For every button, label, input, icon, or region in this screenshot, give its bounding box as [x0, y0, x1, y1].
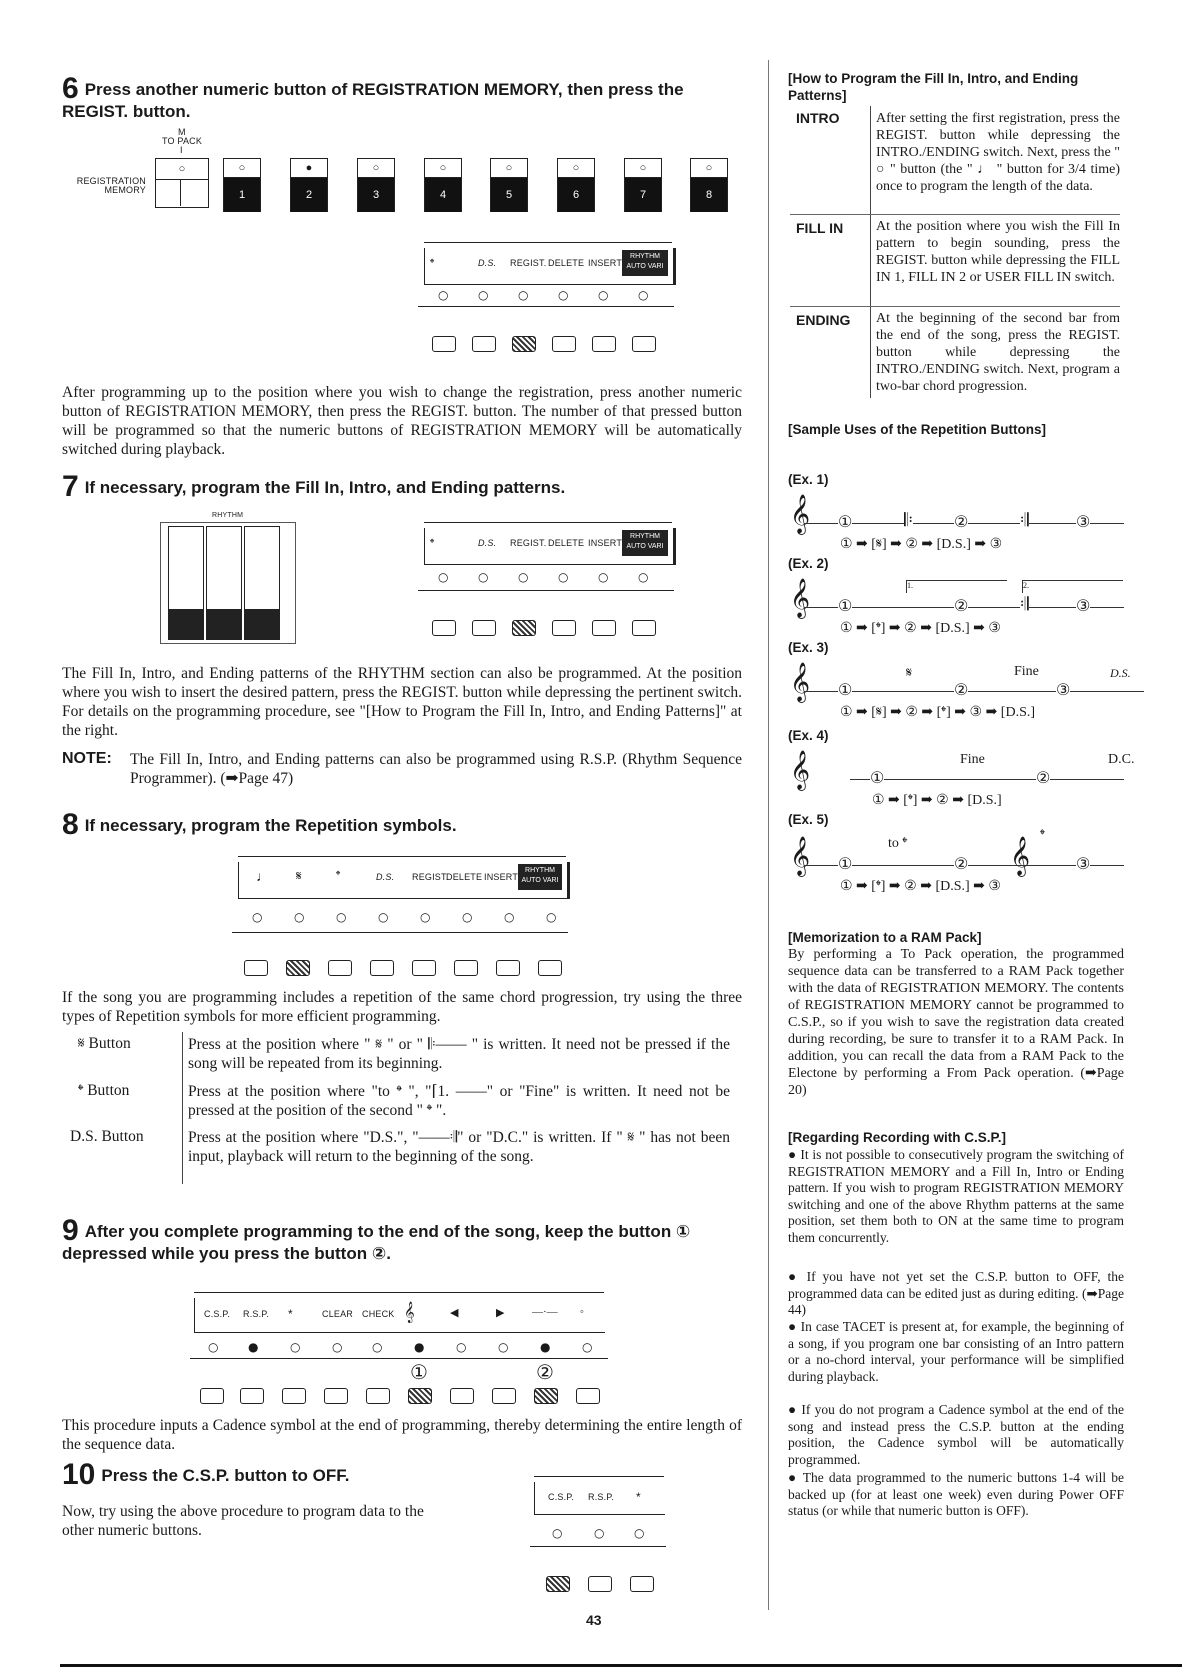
example-2-label: (Ex. 2)	[788, 556, 829, 571]
rhythm-auto-vari-label: RHYTHM AUTO VARI	[622, 530, 668, 556]
example-3-label: (Ex. 3)	[788, 640, 829, 655]
marker-2: ②	[536, 1362, 554, 1384]
treble-clef-icon: 𝄞	[790, 496, 811, 533]
quarter-note-button[interactable]	[244, 960, 268, 976]
ds-button[interactable]	[370, 960, 394, 976]
dash-button[interactable]	[534, 1388, 558, 1404]
step10-title: Press the C.S.P. button to OFF.	[101, 1466, 350, 1485]
csp-button[interactable]	[200, 1388, 224, 1404]
star-button[interactable]	[282, 1388, 306, 1404]
step7-heading	[62, 470, 742, 503]
rhythm-auto-vari-button[interactable]	[538, 960, 562, 976]
ds-label: D.S.	[376, 872, 395, 882]
treble-clef-icon: 𝄞	[790, 752, 811, 789]
i-label: I	[180, 145, 183, 155]
marker-1: ①	[410, 1362, 428, 1384]
treble-clef-icon: 𝄞	[790, 664, 811, 701]
csp-label: C.S.P.	[548, 1492, 575, 1502]
column-divider	[768, 60, 769, 1610]
regist-label: REGIST.	[510, 258, 547, 268]
insert-label: INSERT	[484, 872, 519, 882]
rsp-button[interactable]	[240, 1388, 264, 1404]
rhythm-auto-vari-label: RHYTHM AUTO VARI	[622, 250, 668, 276]
segno-button-row-label: 𝄋 Button	[78, 1035, 131, 1052]
reg-memory-button-4[interactable]: ○ 4	[424, 158, 462, 212]
step7-title: If necessary, program the Fill In, Intro, and Ending patterns.	[84, 478, 566, 497]
example-4-label: (Ex. 4)	[788, 728, 829, 743]
insert-label: INSERT	[588, 538, 623, 548]
example-5-label: (Ex. 5)	[788, 812, 829, 827]
ds-button-row-label: D.S. Button	[70, 1128, 144, 1145]
example-5-sequence: ① ➡ [𝄌] ➡ ② ➡ [D.S.] ➡ ③	[840, 879, 1001, 894]
coda-button[interactable]	[328, 960, 352, 976]
fill-in-label: FILL IN	[796, 220, 844, 236]
delete-button[interactable]	[454, 960, 478, 976]
left-arrow-button[interactable]	[450, 1388, 474, 1404]
ds-button[interactable]	[472, 620, 496, 636]
example-3-fine: Fine	[1014, 664, 1039, 679]
rsp-label: R.S.P.	[588, 1492, 615, 1502]
example-4-sequence: ① ➡ [𝄌] ➡ ② ➡ [D.S.]	[872, 793, 1002, 808]
example-1-sequence: ① ➡ [𝄋] ➡ ② ➡ [D.S.] ➡ ③	[840, 537, 1003, 552]
sample-uses-heading: [Sample Uses of the Repetition Buttons]	[788, 422, 1047, 437]
intro-text: After setting the first registration, press the REGIST. button while depressing the INTRO./ENDING switch. Next, press the " ○ " button (the " ♩ " button for 3/4 time) once to program the length of the data.	[876, 111, 1120, 194]
left-arrow-icon: ◀	[450, 1307, 459, 1319]
check-button[interactable]	[366, 1388, 390, 1404]
treble-clef-button[interactable]	[408, 1388, 432, 1404]
step6-body: After programming up to the position where you wish to change the registration, press another numeric button of REGISTRATION MEMORY, then press the REGIST. button. The number of that pressed button will be programmed so that the numeric buttons of REGISTRATION MEMORY will be automatically switched during playback.	[62, 384, 742, 458]
intro-label: INTRO	[796, 110, 840, 126]
reg-memory-button-8[interactable]: ○ 8	[690, 158, 728, 212]
step6-number: 6	[62, 72, 79, 105]
how-to-heading: [How to Program the Fill In, Intro, and Ending Patterns]	[788, 71, 1079, 103]
ending-text: At the beginning of the second bar from the end of the song, press the REGIST. button while depressing the INTRO./ENDING switch. Next, program a two-bar chord progression.	[876, 311, 1120, 394]
m-button[interactable]: ○	[155, 158, 209, 208]
rhythm-auto-vari-button[interactable]	[632, 620, 656, 636]
fill-in-2-switch[interactable]	[244, 526, 280, 640]
example-3-sequence: ① ➡ [𝄋] ➡ ② ➡ [𝄌] ➡ ③ ➡ [D.S.]	[840, 705, 1036, 720]
step10-heading	[62, 1458, 502, 1491]
reg-memory-button-5[interactable]: ○ 5	[490, 158, 528, 212]
delete-label: DELETE	[548, 258, 585, 268]
regist-label: REGIST.	[510, 538, 547, 548]
coda-label: 𝄌	[336, 868, 341, 882]
star-label: *	[636, 1490, 641, 1504]
segno-label: 𝄋	[296, 868, 302, 883]
ds-label: D.S.	[478, 258, 497, 268]
step7-body: The Fill In, Intro, and Ending patterns of the RHYTHM section can also be programmed. At the position where you wish to insert the desired pattern, press the REGIST. button while depressing the pertinent switch. For details on the programming procedure, see "[How to Program the Fill In, Intro, and Ending Patterns]" at the right.	[62, 665, 742, 739]
note-label: NOTE:	[62, 750, 112, 767]
step7-note: The Fill In, Intro, and Ending patterns can also be programmed using R.S.P. (Rhythm Sequence Programmer). (➡Page 47)	[130, 751, 742, 787]
step10-number: 10	[62, 1458, 96, 1491]
ram-pack-body: By performing a To Pack operation, the programmed sequence data can be transferred to a RAM Pack together with the data of REGISTRATION MEMORY. The contents of REGISTRATION MEMORY cannot be programmed to C.S.P., so if you wish to save the registration data created during recording, be sure to transfer it to a RAM Pack. In addition, you can recall the data from a RAM Pack to the Electone by performing a From Pack operation. (➡Page 20)	[788, 947, 1124, 1098]
step9-body: This procedure inputs a Cadence symbol at the end of programming, thereby determining the entire length of the sequence data.	[62, 1417, 742, 1453]
ds-button-row-text: Press at the position where "D.S.", "——𝄇" or "D.C." is written. If " 𝄋 " has not been input, playback will return to the beginning of the song.	[188, 1129, 730, 1165]
regist-button[interactable]	[512, 336, 536, 352]
bottom-rule	[60, 1664, 1182, 1667]
example-4-fine: Fine	[960, 752, 985, 767]
step8-body: If the song you are programming includes a repetition of the same chord progression, try using the three types of Repetition symbols for more efficient programming.	[62, 989, 742, 1025]
page-number: 43	[586, 1612, 602, 1628]
csp-bullet-4: ● If you do not program a Cadence symbol at the end of the song and instead press the C.S.P. button at the ending position, the Cadence symbol will be automatically programmed.	[788, 1402, 1124, 1467]
coda-button-row-label: 𝄌 Button	[78, 1082, 130, 1099]
rsp-button[interactable]	[588, 1576, 612, 1592]
check-label: CHECK	[362, 1309, 395, 1319]
step9-title: After you complete programming to the end of the song, keep the button ① depressed while you press the button ②.	[62, 1222, 691, 1263]
regist-label: REGIST.	[412, 872, 449, 882]
fill-in-1-switch[interactable]	[206, 526, 242, 640]
treble-clef-icon: 𝄞	[404, 1302, 415, 1322]
treble-clef-icon-2: 𝄞	[1010, 838, 1031, 875]
coda-label: 𝄌	[430, 256, 435, 270]
example-3-ds: D.S.	[1110, 666, 1131, 680]
rhythm-label: RHYTHM	[212, 512, 244, 519]
coda-label: 𝄌	[430, 536, 435, 550]
step6-heading	[62, 72, 742, 123]
coda-button[interactable]	[432, 336, 456, 352]
csp-label: C.S.P.	[204, 1309, 231, 1319]
insert-button[interactable]	[496, 960, 520, 976]
segno-button[interactable]	[286, 960, 310, 976]
regist-button[interactable]	[412, 960, 436, 976]
csp-bullet-3: ● In case TACET is present at, for example, the beginning of a song, if you program one bar consisting of an Intro pattern or a no-chord interval, your performance will be simplified during playback.	[788, 1319, 1124, 1384]
coda-button-row-text: Press at the position where "to 𝄌 ", "⌈1. ——" or "Fine" is written. It need not be pressed at the position of the second " 𝄌 ".	[188, 1083, 730, 1119]
ram-pack-heading: [Memorization to a RAM Pack]	[788, 930, 982, 945]
step7-number: 7	[62, 470, 79, 503]
rsp-label: R.S.P.	[243, 1309, 270, 1319]
treble-clef-icon: 𝄞	[790, 838, 811, 875]
coda-button[interactable]	[432, 620, 456, 636]
registration-memory-label: REGISTRATION MEMORY	[76, 176, 146, 195]
reg-memory-button-6[interactable]: ○ 6	[557, 158, 595, 212]
csp-bullet-2: ● If you have not yet set the C.S.P. button to OFF, the programmed data can be edited just as during editing. (➡Page 44)	[788, 1269, 1124, 1317]
csp-bullet-1: ● It is not possible to consecutively program the switching of REGISTRATION MEMORY and a Fill In, Intro or Ending pattern. If you wish to program REGISTRATION MEMORY switching and one of the above Rhythm patterns at the same position, set them both to ON at the same time to program them concurrently.	[788, 1147, 1124, 1245]
star-button[interactable]	[630, 1576, 654, 1592]
step8-heading	[62, 808, 742, 841]
ending-label: ENDING	[796, 312, 851, 328]
rhythm-auto-vari-label: RHYTHM AUTO VARI	[518, 864, 562, 890]
example-1-label: (Ex. 1)	[788, 472, 829, 487]
csp-recording-heading: [Regarding Recording with C.S.P.]	[788, 1130, 1007, 1145]
reg-memory-button-1[interactable]: ○ 1	[223, 158, 261, 212]
insert-button[interactable]	[592, 620, 616, 636]
right-arrow-button[interactable]	[492, 1388, 516, 1404]
step9-heading	[62, 1214, 742, 1265]
step9-number: 9	[62, 1214, 79, 1247]
csp-bullet-5: ● The data programmed to the numeric buttons 1-4 will be backed up (for at least one week) even during Power OFF status (or while that numeric button is OFF).	[788, 1470, 1124, 1518]
delete-button[interactable]	[552, 336, 576, 352]
dash-icon: —·—	[532, 1306, 558, 1318]
step8-title: If necessary, program the Repetition symbols.	[84, 816, 457, 835]
fill-in-text: At the position where you wish the Fill In pattern to begin sounding, press the REGIST. button while depressing the FILL IN 1, FILL IN 2 or USER FILL IN switch.	[876, 219, 1120, 285]
cadence-icon: ◦	[580, 1306, 584, 1318]
coda-icon: 𝄌	[1040, 828, 1045, 843]
delete-label: DELETE	[548, 538, 585, 548]
clear-label: CLEAR	[322, 1309, 354, 1319]
reg-memory-button-3[interactable]: ○ 3	[357, 158, 395, 212]
delete-button[interactable]	[552, 620, 576, 636]
csp-off-button[interactable]	[546, 1576, 570, 1592]
segno-icon: 𝄋	[906, 666, 913, 681]
ds-label: D.S.	[478, 538, 497, 548]
example-4-dc: D.C.	[1108, 752, 1135, 767]
insert-label: INSERT	[588, 258, 623, 268]
reg-memory-button-7[interactable]: ○ 7	[624, 158, 662, 212]
to-pack-label: TO PACK	[162, 136, 203, 146]
quarter-note-label: ♩	[256, 868, 271, 884]
example-2-sequence: ① ➡ [𝄌] ➡ ② ➡ [D.S.] ➡ ③	[840, 621, 1001, 636]
segno-button-row-text: Press at the position where " 𝄋 " or " 𝄆—— " is written. It need not be pressed if the song will be repeated from its beginning.	[188, 1036, 730, 1072]
delete-label: DELETE	[446, 872, 483, 882]
cadence-button[interactable]	[576, 1388, 600, 1404]
treble-clef-icon: 𝄞	[790, 580, 811, 617]
ds-button[interactable]	[472, 336, 496, 352]
reg-memory-button-2[interactable]: ● 2	[290, 158, 328, 212]
m-label: M	[178, 127, 186, 137]
insert-button[interactable]	[592, 336, 616, 352]
clear-button[interactable]	[324, 1388, 348, 1404]
example-5-to-coda: to 𝄌	[888, 836, 908, 851]
right-arrow-icon: ▶	[496, 1307, 505, 1319]
step8-number: 8	[62, 808, 79, 841]
step6-title: Press another numeric button of REGISTRATION MEMORY, then press the REGIST. button.	[62, 80, 684, 121]
rhythm-auto-vari-button[interactable]	[632, 336, 656, 352]
step10-body: Now, try using the above procedure to program data to the other numeric buttons.	[62, 1503, 424, 1539]
regist-button[interactable]	[512, 620, 536, 636]
intro-ending-switch[interactable]	[168, 526, 204, 640]
star-label: *	[288, 1307, 293, 1321]
